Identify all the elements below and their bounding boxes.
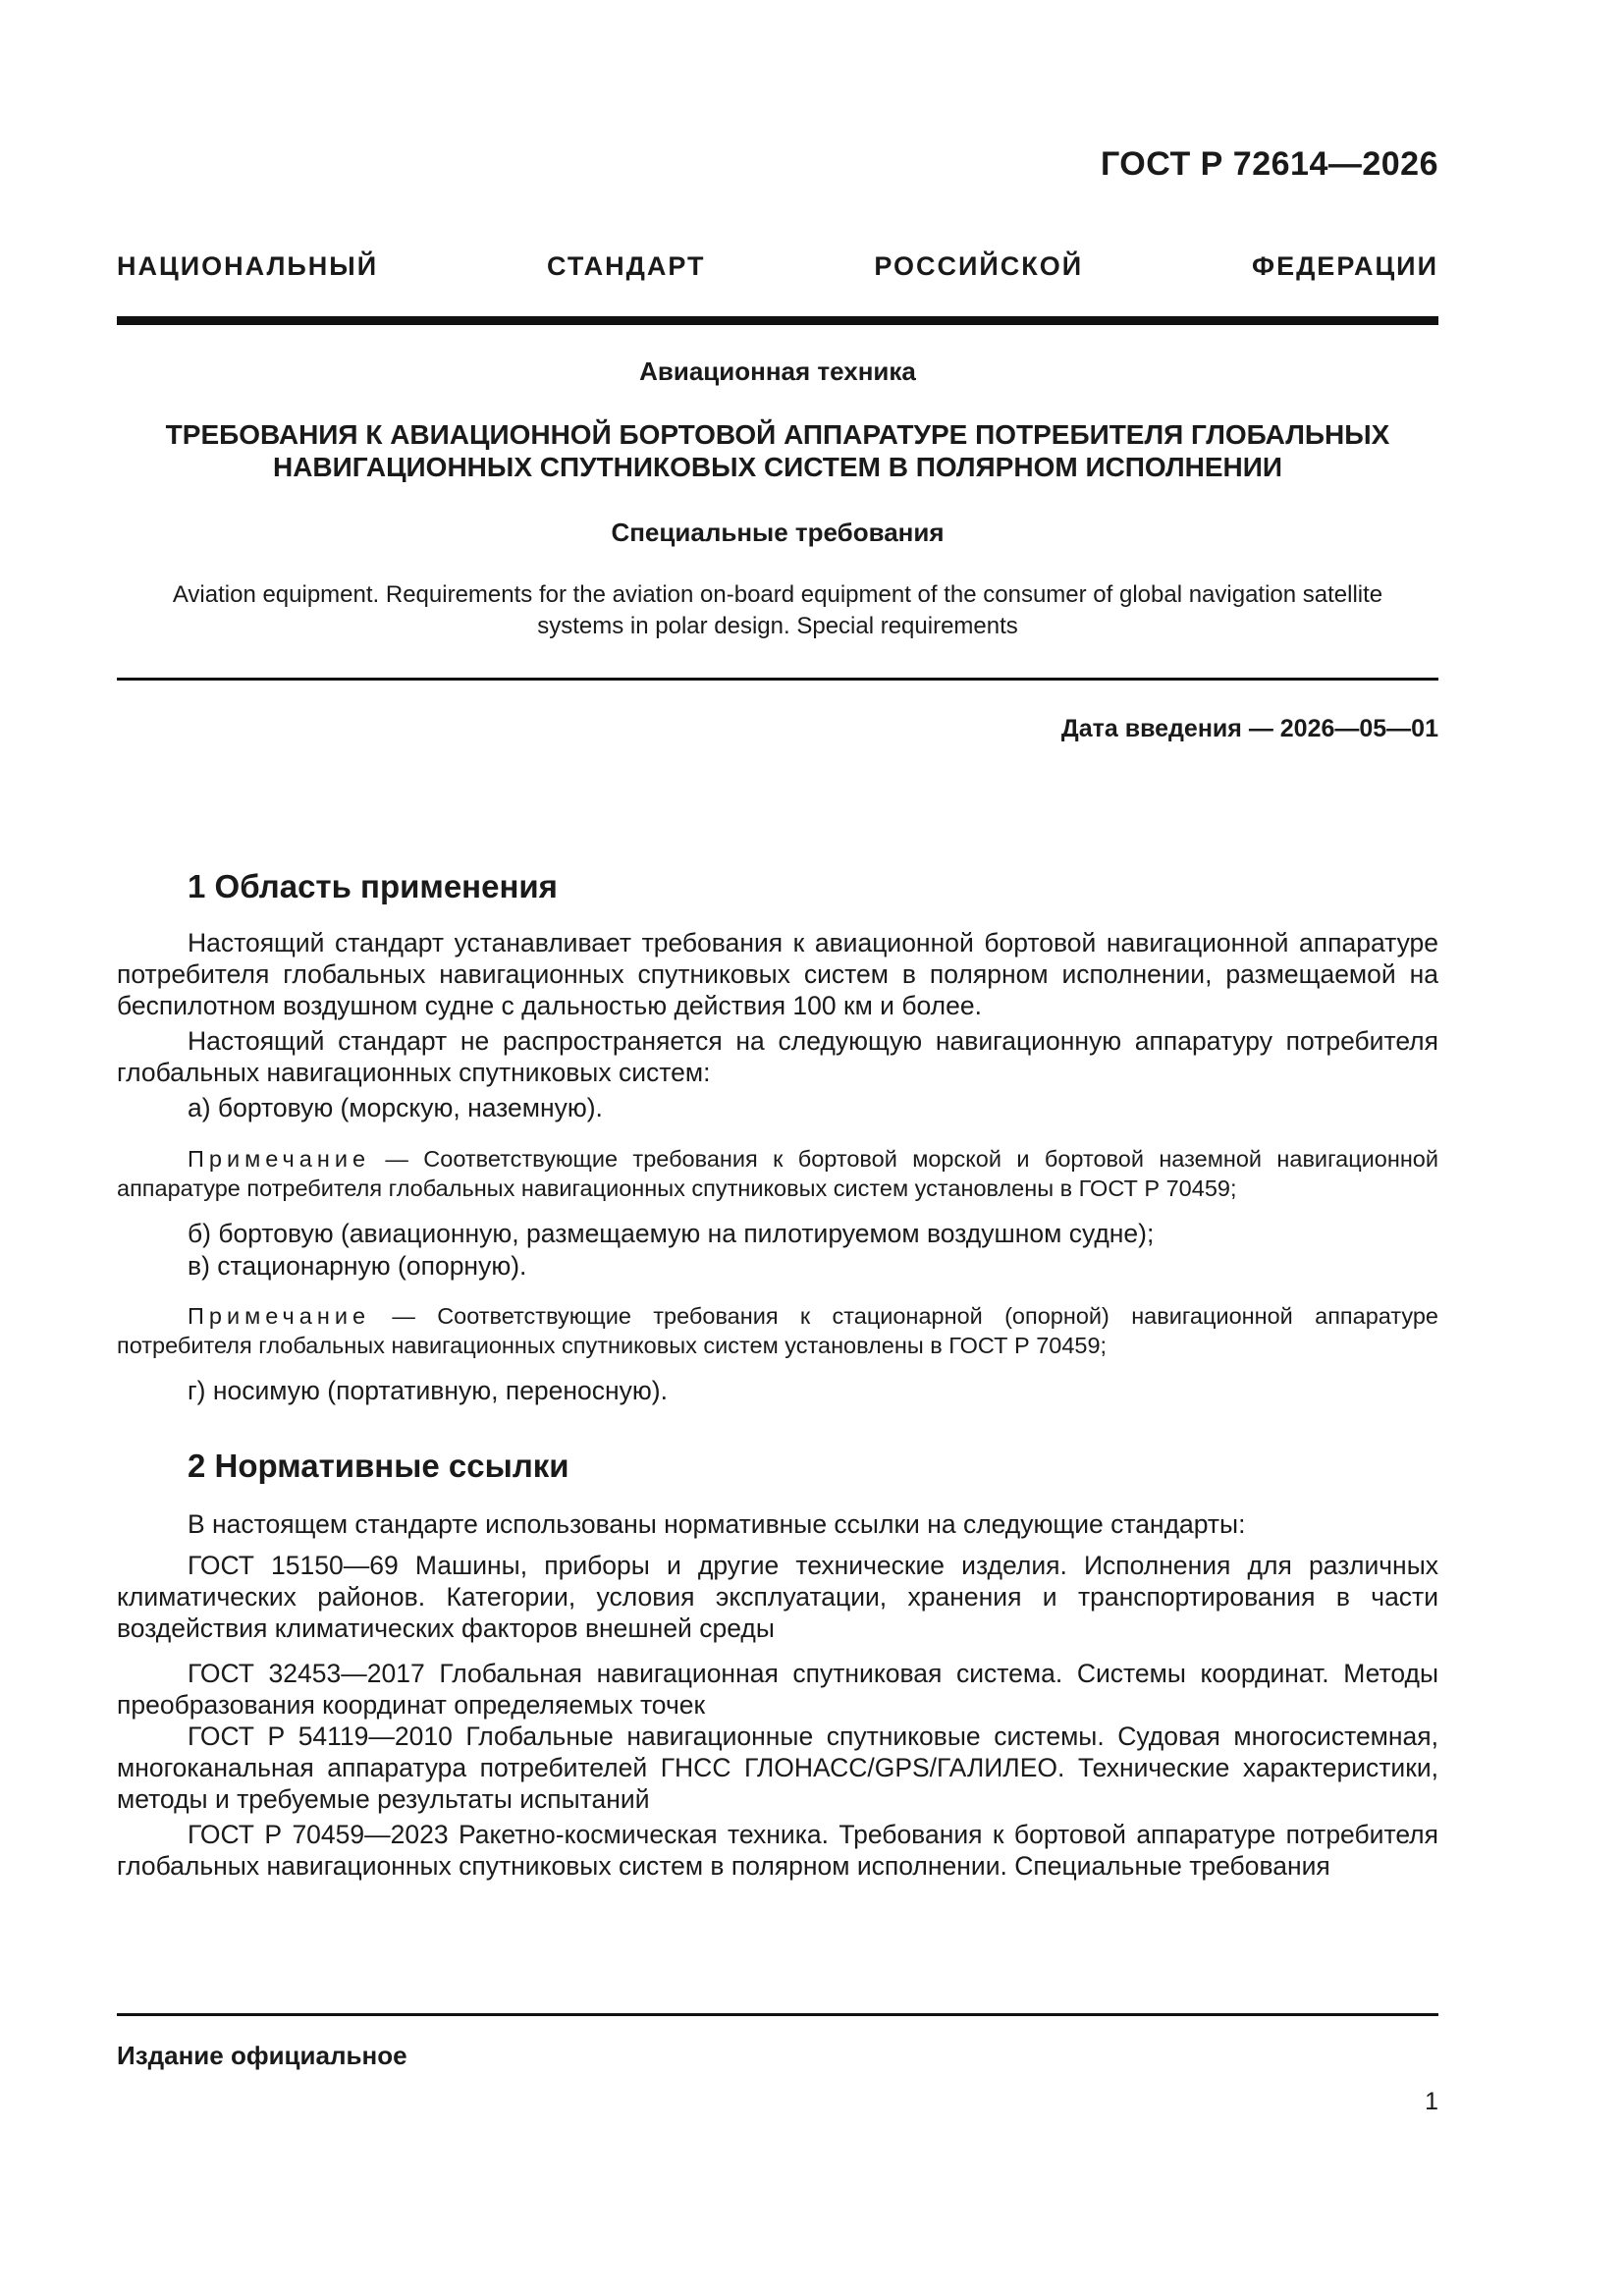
reference-gost-32453: ГОСТ 32453—2017 Глобальная навигационная спутниковая система. Системы координат. Методы преобразования координат определяемых точек xyxy=(117,1659,1438,1720)
reference-gost-r-70459: ГОСТ Р 70459—2023 Ракетно-космическая техника. Требования к бортовой аппаратуре потребителя глобальных навигационных спутниковых систем в полярном исполнении. Специальные требования xyxy=(117,1820,1438,1881)
english-title xyxy=(117,579,1438,642)
section-2-heading: 2 Нормативные ссылки xyxy=(188,1448,569,1484)
list-item-a: а) бортовую (морскую, наземную). xyxy=(188,1093,603,1122)
document-page xyxy=(117,0,1438,2296)
edition-label: Издание официальное xyxy=(117,2041,407,2070)
english-title-line-2: systems in polar design. Special requirements xyxy=(537,613,1018,639)
header-divider xyxy=(117,316,1438,325)
section-1-heading: 1 Область применения xyxy=(188,868,558,904)
list-item-g: г) носимую (портативную, переносную). xyxy=(188,1376,668,1405)
main-title xyxy=(117,418,1438,483)
note-2-text: — Соответствующие требования к стационарной (опорной) навигационной аппаратуре потребителя глобальных навигационных спутниковых систем установлены в ГОСТ Р 70459; xyxy=(117,1303,1438,1358)
english-title-line-1: Aviation equipment. Requirements for the aviation on-board equipment of the consumer of global navigation satellite xyxy=(172,581,1383,608)
note-1-label: Примечание xyxy=(188,1146,371,1172)
category-title: Авиационная техника xyxy=(639,356,916,386)
section-1-paragraph-2: Настоящий стандарт не распространяется на следующую навигационную аппаратуру потребителя глобальных навигационных спутниковых систем: xyxy=(117,1026,1438,1087)
note-2-label: Примечание xyxy=(188,1303,371,1329)
list-item-b: б) бортовую (авиационную, размещаемую на пилотируемом воздушном судне); xyxy=(188,1219,1155,1248)
main-title-line-2: НАВИГАЦИОННЫХ СПУТНИКОВЫХ СИСТЕМ В ПОЛЯРНОМ ИСПОЛНЕНИИ xyxy=(272,452,1283,482)
introduction-date: Дата введения — 2026—05—01 xyxy=(1060,715,1438,742)
section-1-paragraph-1: Настоящий стандарт устанавливает требования к авиационной бортовой навигационной аппаратуре потребителя глобальных навигационных спутниковых систем в полярном исполнении, размещаемой на беспилотном воздушном судне с дальностью действия 100 км и более. xyxy=(117,928,1438,1020)
title-divider xyxy=(117,678,1438,681)
subtitle: Специальные требования xyxy=(611,518,945,547)
note-2 xyxy=(117,1301,1438,1360)
note-1 xyxy=(117,1144,1438,1203)
section-2-intro: В настоящем стандарте использованы нормативные ссылки на следующие стандарты: xyxy=(188,1509,1246,1539)
list-item-v: в) стационарную (опорную). xyxy=(188,1251,527,1281)
main-title-line-1: ТРЕБОВАНИЯ К АВИАЦИОННОЙ БОРТОВОЙ АППАРАТУРЕ ПОТРЕБИТЕЛЯ ГЛОБАЛЬНЫХ xyxy=(165,419,1390,450)
note-1-text: — Соответствующие требования к бортовой морской и бортовой наземной навигационной аппаратуре потребителя глобальных навигационных спутниковых систем установлены в ГОСТ Р 70459; xyxy=(117,1146,1438,1201)
footer-divider xyxy=(117,2013,1438,2016)
reference-gost-r-54119: ГОСТ Р 54119—2010 Глобальные навигационные спутниковые системы. Судовая многосистемная, многоканальная аппаратура потребителей ГНСС ГЛОНАСС/GPS/ГАЛИЛЕО. Технические характеристики, методы и требуемые результаты испытаний xyxy=(117,1722,1438,1814)
reference-gost-15150: ГОСТ 15150—69 Машины, приборы и другие технические изделия. Исполнения для различных климатических районов. Категории, условия эксплуатации, хранения и транспортирования в части воздействия климатических факторов внешней среды xyxy=(117,1551,1438,1643)
document-number: ГОСТ Р 72614—2026 xyxy=(1100,145,1438,183)
page-number: 1 xyxy=(1425,2088,1438,2115)
national-standard-header: НАЦИОНАЛЬНЫЙ СТАНДАРТ РОССИЙСКОЙ ФЕДЕРАЦИИ xyxy=(117,251,1438,281)
